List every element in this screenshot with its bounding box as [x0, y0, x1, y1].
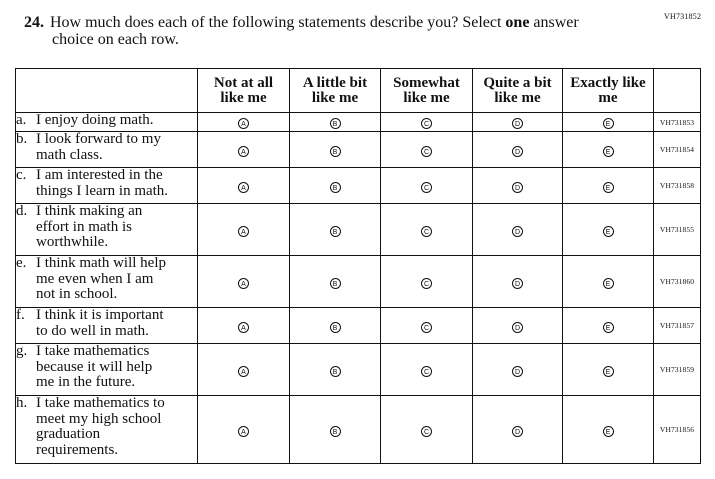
answer-bubble-c[interactable]: C [421, 426, 432, 437]
option-cell [198, 344, 290, 396]
answer-bubble-e[interactable]: E [603, 426, 614, 437]
statement-row [16, 168, 701, 204]
header-row [16, 69, 701, 113]
statement-cell [16, 344, 198, 396]
statement-line: I enjoy doing math. [36, 112, 154, 128]
statement-letter: g. [16, 343, 28, 359]
option-cell [563, 308, 654, 344]
row-item-code: VH731860 [654, 256, 701, 308]
answer-bubble-a[interactable]: A [238, 118, 249, 129]
answer-bubble-d[interactable]: D [512, 366, 523, 377]
row-item-code: VH731853 [654, 113, 701, 132]
option-cell [290, 204, 381, 256]
statement-letter: f. [16, 307, 25, 323]
option-cell [563, 113, 654, 132]
statement-row [16, 256, 701, 308]
statement-line: because it will help [36, 358, 153, 375]
column-header-not-at-all: Not at all like me [198, 69, 290, 113]
statement-text [36, 204, 197, 251]
statement-line: I think it is important [36, 307, 164, 323]
row-item-code: VH731857 [654, 308, 701, 344]
column-header-a-little-bit: A little bit like me [290, 69, 381, 113]
statement-cell [16, 113, 198, 132]
statement-line: me even when I am [36, 270, 154, 287]
statement-line: meet my high school [36, 410, 162, 427]
answer-bubble-c[interactable]: C [421, 322, 432, 333]
option-cell [381, 132, 473, 168]
statement-row [16, 344, 701, 396]
statement-cell [16, 204, 198, 256]
response-grid [15, 68, 701, 464]
option-cell [473, 308, 563, 344]
statement-letter: a. [16, 112, 27, 128]
answer-bubble-a[interactable]: A [238, 146, 249, 157]
statement-cell [16, 132, 198, 168]
option-cell [473, 132, 563, 168]
answer-bubble-e[interactable]: E [603, 226, 614, 237]
statement-line: requirements. [36, 441, 119, 458]
statement-line: I take mathematics [36, 343, 150, 359]
question-line2: choice on each row. [52, 31, 179, 48]
question-text: How much does each of the following statements describe you? Select [50, 14, 506, 31]
option-cell [473, 168, 563, 204]
answer-bubble-b[interactable]: B [330, 322, 341, 333]
option-cell [290, 344, 381, 396]
option-cell [290, 256, 381, 308]
answer-bubble-d[interactable]: D [512, 118, 523, 129]
row-item-code: VH731855 [654, 204, 701, 256]
option-cell [198, 168, 290, 204]
answer-bubble-a[interactable]: A [238, 426, 249, 437]
answer-bubble-c[interactable]: C [421, 146, 432, 157]
option-cell [290, 132, 381, 168]
question-bold-word: one [505, 14, 530, 31]
row-item-code: VH731854 [654, 132, 701, 168]
statement-text [36, 344, 197, 391]
statement-line: I think making an [36, 203, 143, 219]
answer-bubble-e[interactable]: E [603, 182, 614, 193]
statement-text [36, 113, 197, 129]
header-code-blank [654, 69, 701, 113]
option-cell [198, 308, 290, 344]
answer-bubble-b[interactable]: B [330, 366, 341, 377]
statement-line: graduation [36, 426, 101, 442]
statement-line: to do well in math. [36, 322, 149, 339]
statement-text [36, 396, 197, 458]
answer-bubble-d[interactable]: D [512, 146, 523, 157]
option-cell [473, 204, 563, 256]
statement-line: I am interested in the [36, 167, 163, 183]
answer-bubble-c[interactable]: C [421, 366, 432, 377]
statement-cell [16, 168, 198, 204]
statement-line: me in the future. [36, 374, 136, 390]
option-cell [381, 256, 473, 308]
option-cell [563, 256, 654, 308]
option-cell [563, 396, 654, 464]
answer-bubble-e[interactable]: E [603, 118, 614, 129]
answer-bubble-e[interactable]: E [603, 366, 614, 377]
answer-bubble-b[interactable]: B [330, 278, 341, 289]
answer-bubble-a[interactable]: A [238, 182, 249, 193]
answer-bubble-b[interactable]: B [330, 146, 341, 157]
statement-cell [16, 256, 198, 308]
answer-bubble-e[interactable]: E [603, 322, 614, 333]
option-cell [381, 344, 473, 396]
statement-line: math class. [36, 146, 103, 163]
statement-text [36, 132, 197, 163]
answer-bubble-b[interactable]: B [330, 118, 341, 129]
option-cell [563, 168, 654, 204]
option-cell [198, 113, 290, 132]
statement-text [36, 168, 197, 199]
option-cell [563, 344, 654, 396]
statement-line: worthwhile. [36, 234, 109, 250]
column-header-exactly-like: Exactly like me [563, 69, 654, 113]
answer-bubble-d[interactable]: D [512, 426, 523, 437]
statement-line: effort in math is [36, 218, 132, 235]
option-cell [290, 308, 381, 344]
statement-row [16, 308, 701, 344]
answer-bubble-a[interactable]: A [238, 278, 249, 289]
answer-bubble-d[interactable]: D [512, 322, 523, 333]
statement-letter: c. [16, 167, 27, 183]
option-cell [198, 132, 290, 168]
answer-bubble-b[interactable]: B [330, 226, 341, 237]
option-cell [563, 204, 654, 256]
option-cell [473, 396, 563, 464]
statement-row [16, 113, 701, 132]
header-blank [16, 69, 198, 113]
statement-letter: b. [16, 131, 28, 147]
statement-row [16, 204, 701, 256]
answer-bubble-a[interactable]: A [238, 322, 249, 333]
answer-bubble-e[interactable]: E [603, 146, 614, 157]
statement-cell [16, 308, 198, 344]
column-header-quite-a-bit: Quite a bit like me [473, 69, 563, 113]
option-cell [473, 256, 563, 308]
answer-bubble-c[interactable]: C [421, 226, 432, 237]
item-id: VH731852 [664, 12, 702, 21]
answer-bubble-a[interactable]: A [238, 366, 249, 377]
question-prompt [24, 14, 634, 48]
answer-bubble-c[interactable]: C [421, 118, 432, 129]
answer-bubble-d[interactable]: D [512, 182, 523, 193]
statement-text [36, 308, 197, 339]
option-cell [290, 113, 381, 132]
option-cell [381, 308, 473, 344]
question-number: 24. [24, 14, 44, 31]
statement-line: not in school. [36, 286, 118, 302]
statement-line: things I learn in math. [36, 182, 169, 199]
statement-line: I take mathematics to [36, 395, 165, 411]
option-cell [473, 113, 563, 132]
statement-text [36, 256, 197, 303]
option-cell [290, 396, 381, 464]
option-cell [381, 204, 473, 256]
statement-line: I think math will help [36, 255, 166, 271]
option-cell [381, 396, 473, 464]
question-text-end: answer [529, 14, 579, 31]
answer-bubble-b[interactable]: B [330, 426, 341, 437]
option-cell [563, 132, 654, 168]
statement-letter: h. [16, 395, 28, 411]
answer-bubble-c[interactable]: C [421, 278, 432, 289]
statement-line: I look forward to my [36, 131, 161, 147]
option-cell [290, 168, 381, 204]
row-item-code: VH731858 [654, 168, 701, 204]
statement-cell [16, 396, 198, 464]
answer-bubble-c[interactable]: C [421, 182, 432, 193]
answer-bubble-d[interactable]: D [512, 278, 523, 289]
option-cell [381, 168, 473, 204]
option-cell [473, 344, 563, 396]
answer-bubble-e[interactable]: E [603, 278, 614, 289]
option-cell [198, 204, 290, 256]
statement-letter: e. [16, 255, 27, 271]
column-header-somewhat: Somewhat like me [381, 69, 473, 113]
statement-row [16, 132, 701, 168]
option-cell [198, 396, 290, 464]
option-cell [198, 256, 290, 308]
option-cell [381, 113, 473, 132]
row-item-code: VH731859 [654, 344, 701, 396]
statement-row [16, 396, 701, 464]
answer-bubble-b[interactable]: B [330, 182, 341, 193]
statement-letter: d. [16, 203, 28, 219]
row-item-code: VH731856 [654, 396, 701, 464]
answer-bubble-a[interactable]: A [238, 226, 249, 237]
answer-bubble-d[interactable]: D [512, 226, 523, 237]
